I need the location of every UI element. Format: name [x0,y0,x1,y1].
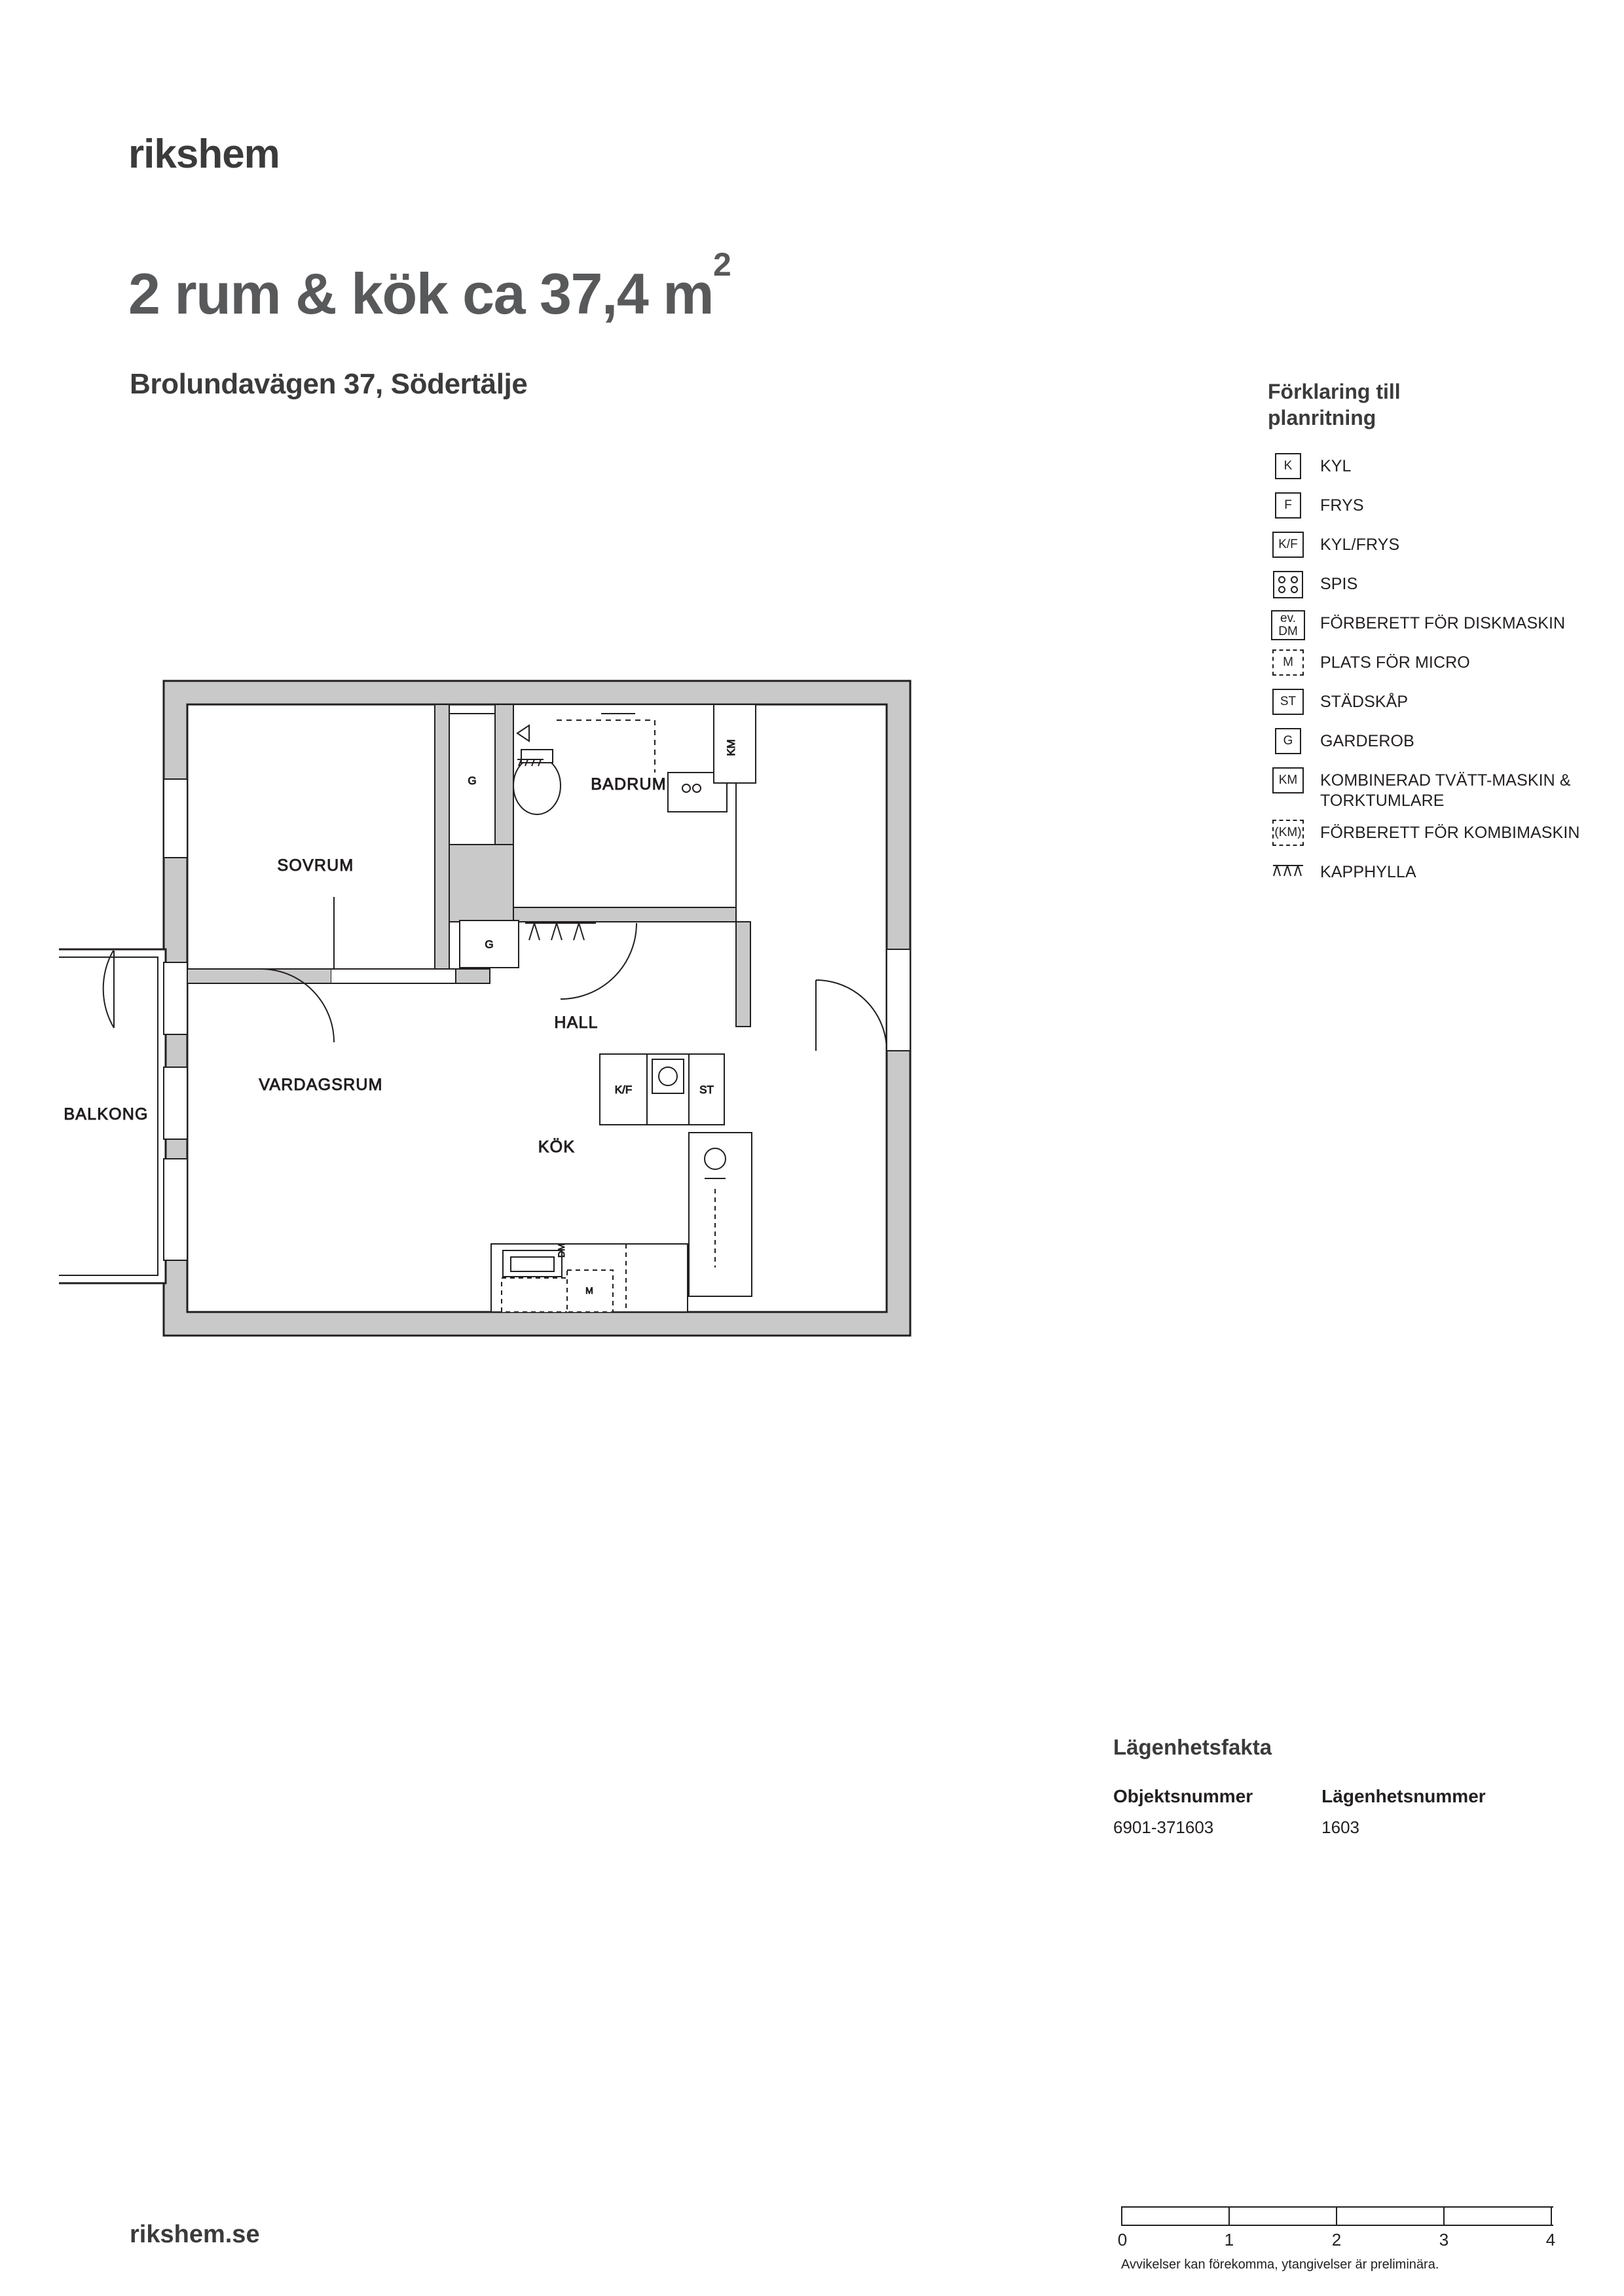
forberett-kombimaskin-symbol-box: (KM) [1272,820,1304,846]
scale-bar [1117,2206,1556,2252]
legend-label-kyl: KYL [1320,457,1352,475]
micro-icon [1268,649,1308,676]
kapphylla-symbol-svg [1268,859,1308,885]
garderob-symbol-box: G [1275,728,1301,754]
legend-item-kyl [1268,453,1608,483]
kapphylla-icon [1268,859,1308,885]
legend-item-kombimaskin [1268,767,1608,811]
forberett-kombimaskin-icon [1268,820,1308,846]
address-subtitle: Brolundavägen 37, Södertälje [130,368,528,400]
garderob-icon [1268,728,1308,754]
room-label-balkong: BALKONG [64,1105,149,1123]
legend-label-stadskap: STÄDSKÅP [1320,693,1409,711]
lagenhetsnummer-label: Lägenhetsnummer [1321,1786,1486,1806]
scale-tick-2: 2 [1331,2230,1342,2250]
kombimaskin-symbol-box: KM [1272,767,1304,793]
kyl-icon [1268,453,1308,479]
plan-symbol-kf: K/F [614,1084,633,1096]
floor-plan-drawing [59,661,1054,1362]
diskmaskin-symbol-text-2: DM [1278,625,1298,638]
page-title-superscript: 2 [712,246,731,283]
objektsnummer-value: 6901-371603 [1113,1817,1214,1837]
legend-item-kylfrys [1268,532,1608,562]
plan-symbol-g1: G [468,774,477,787]
facts-objektsnummer [1113,1786,1253,1838]
footer-website: rikshem.se [130,2221,260,2248]
disclaimer-text: Avvikelser kan förekomma, ytangivelser är preliminära. [1121,2257,1439,2272]
scale-numbers [1117,2230,1556,2252]
room-label-kok: KÖK [538,1138,576,1156]
legend-item-forberett-kombimaskin [1268,820,1608,850]
floor-plan-svg [59,661,1054,1362]
scale-tick-3: 3 [1439,2230,1449,2250]
legend-item-garderob [1268,728,1608,758]
legend-item-diskmaskin [1268,610,1608,640]
room-label-vardagsrum: VARDAGSRUM [259,1076,383,1094]
facts-title: Lägenhetsfakta [1113,1735,1272,1759]
legend-item-kapphylla [1268,859,1608,889]
legend-label-frys: FRYS [1320,496,1364,515]
legend-title: Förklaring till planritning [1268,380,1401,429]
scale-bar-graphic [1121,2206,1553,2226]
stadskap-icon [1268,689,1308,715]
spis-symbol-box [1273,571,1303,598]
room-label-hall: HALL [554,1013,599,1032]
legend-label-diskmaskin: FÖRBERETT FÖR DISKMASKIN [1320,614,1566,632]
legend-label-forberett-kombimaskin: FÖRBERETT FÖR KOMBIMASKIN [1320,824,1580,842]
legend-label-kapphylla: KAPPHYLLA [1320,863,1416,881]
legend-item-spis [1268,571,1608,601]
lagenhetsnummer-value: 1603 [1321,1817,1360,1837]
legend-item-frys [1268,492,1608,522]
kylfrys-symbol-box: K/F [1272,532,1304,558]
stadskap-symbol-box: ST [1272,689,1304,715]
spis-icon [1268,571,1308,598]
scale-tick-0: 0 [1117,2230,1128,2250]
apartment-facts [1113,1735,1555,1838]
scale-tick-4: 4 [1545,2230,1556,2250]
page-title-text: 2 rum & kök ca 37,4 m [128,261,713,326]
plan-symbol-g2: G [485,938,494,951]
legend-item-micro [1268,649,1608,680]
kombimaskin-icon [1268,767,1308,793]
legend-label-kombimaskin: KOMBINERAD TVÄTT-MASKIN & TORKTUMLARE [1320,771,1571,810]
legend-label-micro: PLATS FÖR MICRO [1320,653,1470,672]
legend-label-kylfrys: KYL/FRYS [1320,536,1400,554]
kyl-symbol-box: K [1275,453,1301,479]
plan-symbol-m: M [585,1285,593,1296]
rikshem-logo: rikshem [128,132,280,177]
page-title [128,246,731,327]
diskmaskin-icon [1268,610,1308,640]
room-label-badrum: BADRUM [591,775,667,793]
scale-tick-1: 1 [1224,2230,1234,2250]
plan-symbol-st: ST [699,1084,714,1096]
legend-panel [1268,378,1608,898]
plan-symbol-km: KM [725,739,737,756]
plan-symbol-dm: DM [556,1243,566,1258]
legend-label-garderob: GARDEROB [1320,732,1414,750]
diskmaskin-symbol-text-1: ev. [1280,611,1296,626]
facts-lagenhetsnummer [1321,1786,1486,1838]
room-label-sovrum: SOVRUM [277,856,354,875]
frys-icon [1268,492,1308,519]
legend-label-spis: SPIS [1320,575,1358,593]
frys-symbol-box: F [1275,492,1301,519]
kylfrys-icon [1268,532,1308,558]
diskmaskin-symbol-box [1271,610,1305,640]
legend-item-stadskap [1268,689,1608,719]
objektsnummer-label: Objektsnummer [1113,1786,1253,1806]
micro-symbol-box: M [1272,649,1304,676]
